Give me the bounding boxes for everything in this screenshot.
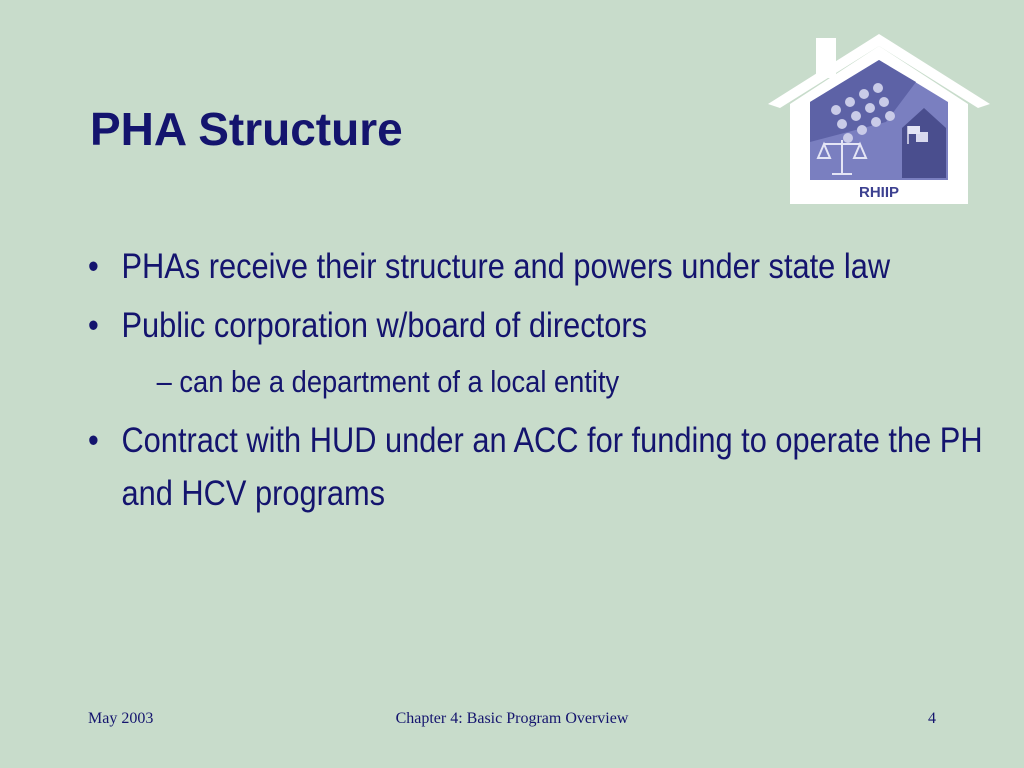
sub-bullet-marker: –	[156, 364, 172, 399]
bullet-text: Public corporation w/board of directors	[121, 306, 648, 345]
sub-bullet-text: can be a department of a local entity	[179, 364, 620, 399]
bullet-item	[88, 299, 984, 352]
bullet-item	[88, 414, 984, 520]
slide-title: PHA Structure	[90, 103, 403, 155]
bullet-marker: •	[88, 421, 99, 460]
footer-page-number: 4	[928, 710, 936, 727]
bullet-item	[88, 240, 984, 293]
logo-label: RHIIP	[858, 184, 900, 201]
bullet-marker: •	[88, 247, 99, 286]
bullet-text: Contract with HUD under an ACC for funding to operate the PH and HCV programs	[121, 421, 983, 513]
footer-date: May 2003	[88, 710, 154, 727]
bullet-list	[88, 240, 983, 526]
rhiip-house-logo-icon	[766, 32, 992, 208]
footer-chapter: Chapter 4: Basic Program Overview	[395, 710, 629, 727]
bullet-marker: •	[88, 306, 99, 345]
sub-bullet-item	[88, 358, 1019, 406]
bullet-text: PHAs receive their structure and powers under state law	[121, 247, 891, 286]
